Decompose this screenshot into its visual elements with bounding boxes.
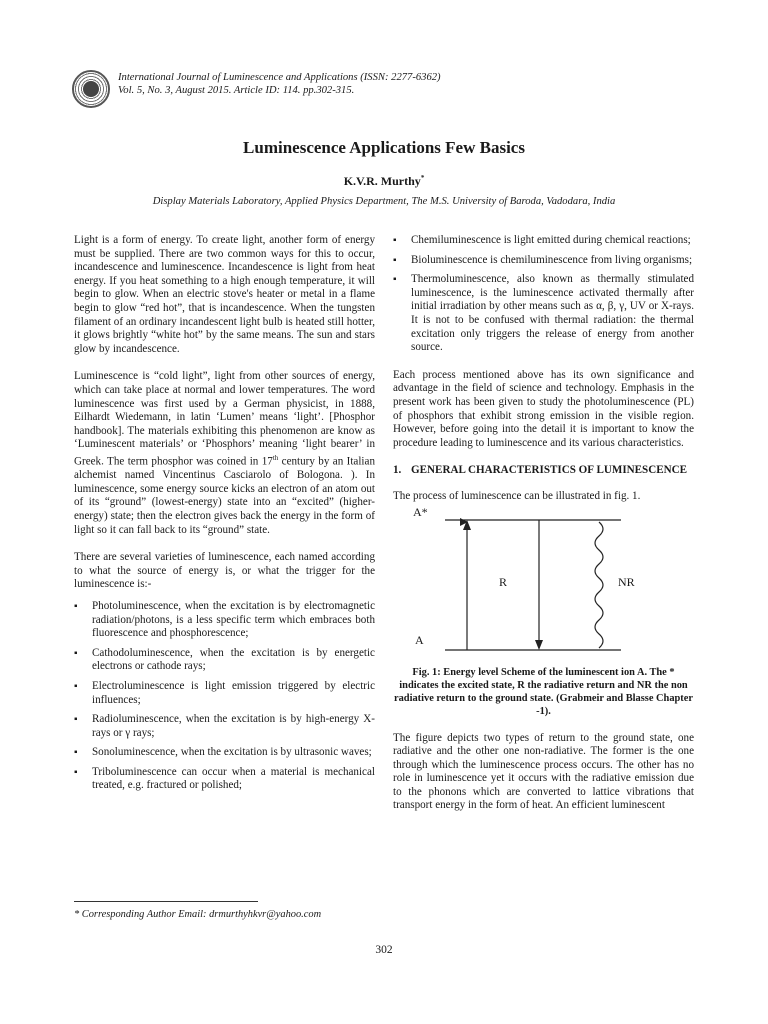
label-excited-state: A* <box>413 507 428 519</box>
list-item: ▪ Bioluminescence is chemiluminescence from living organisms; <box>393 254 694 268</box>
author <box>0 174 768 189</box>
label-non-radiative: NR <box>618 574 635 589</box>
right-column <box>393 234 694 827</box>
journal-logo <box>72 70 110 108</box>
varieties-list-left <box>74 600 375 793</box>
paragraph-light: Light is a form of energy. To create light, another form of energy must be supplied. There are two common ways for this to occur, incandescence and luminescence. Incandescence is light from heat energy. If you heat something to a high enough temperature, it will begin to glow. When an electric stove's heater or metal in a flame begin to glow “red hot”, that is incandescence. When the tungsten filament of an ordinary incandescent light bulb is heated still hotter, it glows brightly “white hot” by the same means. The sun and stars glow by incandescence. <box>74 234 375 355</box>
page-number: 302 <box>375 944 393 956</box>
label-radiative: R <box>499 574 508 589</box>
non-radiative-return-wave <box>595 522 603 648</box>
list-item: ▪ Cathodoluminescence, when the excitation is by energetic electrons or cathode rays; <box>74 647 375 674</box>
paragraph-significance: Each process mentioned above has its own significance and advantage in the field of science and technology. Emphasis in the present work has been given to study the photoluminescence (PL) of phosphors that exhibit strong emission in the visible region. However, before going into the detail it is important to know the procedure leading to luminescence and its various characteristics. <box>393 368 694 449</box>
paper-title: Luminescence Applications Few Basics <box>243 138 525 157</box>
author-mark: * <box>420 174 425 182</box>
section-number: 1. <box>393 464 402 477</box>
list-item: ▪ Thermoluminescence, also known as thermally stimulated luminescence, is the luminescence activated thermally after initial irradiation by other means such as α, β, γ, UV or X-rays. It is not to be confused with thermal radiation: the thermal excitation only triggers the release of energy from another source. <box>393 273 694 355</box>
affiliation: Display Materials Laboratory, Applied Physics Department, The M.S. University of Baroda, Vadodara, India <box>152 196 616 207</box>
paragraph-varieties: There are several varieties of luminescence, each named according to what the source of energy is, or what the trigger for the luminescence is:- <box>74 551 375 591</box>
list-item: ▪ Radioluminescence, when the excitation is by high-energy X-rays or γ rays; <box>74 713 375 740</box>
label-ground-state: A <box>415 632 424 647</box>
section-title: GENERAL CHARACTERISTICS OF LUMINESCENCE <box>411 464 688 477</box>
paragraph-luminescence: Luminescence is “cold light”, light from other sources of energy, which can take place at normal and lower temperatures. The word luminescence was first used by a German physicist, in 1888, Eilhardt Wiedemann, in latin ‘Lumen’ means ‘light’. [Phosphor handbook]. The materials exhibiting this phenomenon are know as ‘Luminescent materials’ or ‘Phosphors’ meaning ‘light bearer’ in Greek. The term phosphor was coined in 17th century by an Italian alchemist named Vincentinus Casciarolo of Bologona. ). In luminescence, some energy source kicks an electron of an atom out of its “ground” (lowest-energy) state into an “excited” (higher-energy) state; then the electron gives back the energy in the form of light so it can fall back to its “ground” state. <box>74 370 375 536</box>
energy-level-diagram <box>393 508 694 658</box>
paragraph-process: The process of luminescence can be illustrated in fig. 1. <box>393 489 641 502</box>
radiative-arrowhead <box>535 640 543 650</box>
footnote: * Corresponding Author Email: drmurthyhkvr@yahoo.com <box>74 909 322 920</box>
paragraph-figure-discussion: The figure depicts two types of return to the ground state, one radiative and the other one non-radiative. The former is the one through which the luminescence process occurs. The other has no role in luminescence yet it occurs with the radiative emission due to the phonons which are converted to lattice vibrations that transport energy in the form of heat. An efficient luminescent <box>393 731 694 812</box>
journal-header <box>118 71 441 97</box>
varieties-list-right <box>393 234 694 355</box>
journal-line-2: Vol. 5, No. 3, August 2015. Article ID: 114. pp.302-315. <box>118 85 355 96</box>
author-name: K.V.R. Murthy <box>343 174 421 188</box>
list-item: ▪ Chemiluminescence is light emitted during chemical reactions; <box>393 234 694 248</box>
excitation-arrowhead <box>463 520 471 530</box>
list-item: ▪ Photoluminescence, when the excitation is by electromagnetic radiation/photons, is a less specific term which embraces both fluorescence and phosphorescence; <box>74 600 375 641</box>
section-heading <box>393 464 694 478</box>
list-item: ▪ Electroluminescence is light emission triggered by electric influences; <box>74 680 375 707</box>
figure-caption: Fig. 1: Energy level Scheme of the luminescent ion A. The * indicates the excited state, R the radiative return and NR the non radiative return to the ground state. (Grabmeir and Blasse Chapter -1). <box>393 666 693 717</box>
list-item: ▪ Triboluminescence can occur when a material is mechanical treated, e.g. fractured or polished; <box>74 766 375 793</box>
journal-line-1: International Journal of Luminescence and Applications (ISSN: 2277-6362) <box>118 72 441 83</box>
energy-level-figure <box>393 508 694 658</box>
footnote-divider <box>74 901 258 902</box>
list-item: ▪ Sonoluminescence, when the excitation is by ultrasonic waves; <box>74 746 375 760</box>
left-column <box>74 234 375 807</box>
